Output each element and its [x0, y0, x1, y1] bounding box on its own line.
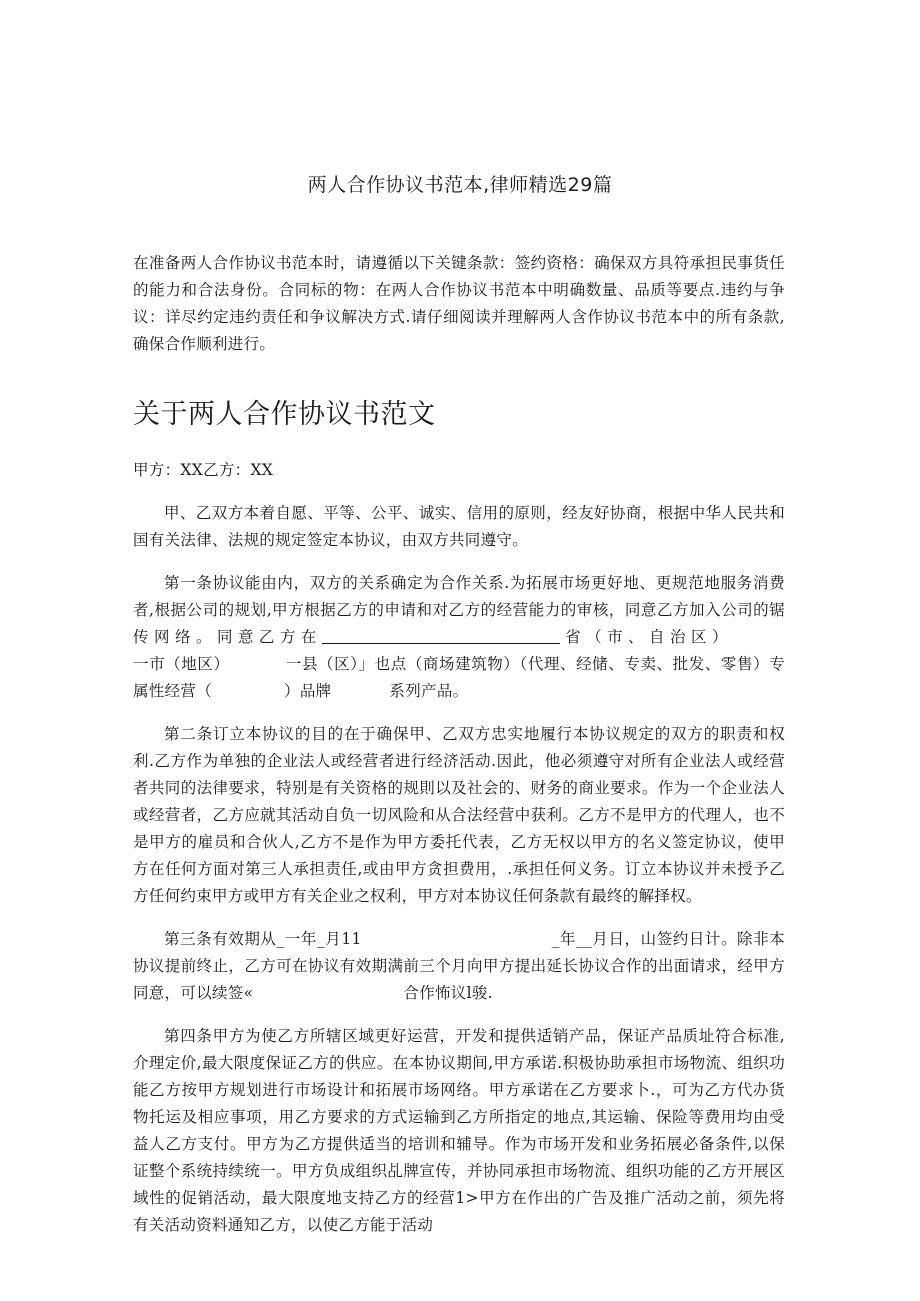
- paragraph-article-2: 第二条订立本协议的目的在于确保甲、乙双方忠实地履行本协议规定的双方的职责和权利.乙方作为单独的企业法人或经营者进行经济活动.因此，他必须遵守对所有企业法人或经营者共同的法律要求，特别是有关资格的规則以及社会的、财务的商业要求。作为一个企业法人或经营者，乙方应就其活动自负一切风险和从合法经营中获利。乙方不是甲方的代理人，也不是甲方的雇员和合伙人,乙方不是作为甲方委托代表，乙方无权以甲方的名义签定协议，使甲方在任何方面对第三人承担责任,或由甲方贪担费用，.承担任何义务。订立本协议并未授予乙方任何约束甲方或甲方有关企业之权利，甲方对本协议任何条款有最终的解择权。: [133, 725, 785, 905]
- article-1-text-c: 一市（地区）: [133, 655, 230, 673]
- article-1-text-f: 系列产品。: [389, 682, 469, 700]
- parties-line: 甲方：XX乙方：XX: [133, 461, 274, 479]
- section-title: 关于两人合作协议书范文: [133, 399, 436, 430]
- paragraph-principles: 甲、乙双方本着自愿、平等、公平、诚实、信用的原则，经友好协商，根据中华人民共和国有关法律、法规的规定签定本协议，由双方共同遵守。: [133, 504, 785, 549]
- blank-province: [322, 627, 560, 644]
- paragraph-article-3: [133, 926, 785, 1007]
- paragraph-article-1: [133, 570, 785, 705]
- article-1-text-d: 一县（区）」也点（商场建筑物）（代理、经储、专卖、批发、零售）专属性经营（: [133, 655, 785, 700]
- article-3-text-a: 第三条有效期从_一年_月11: [164, 930, 362, 948]
- article-1-text-a: 第一条协议能由内，双方的关系确定为合作关系.为拓展市场更好地、更规范地服务消费者,根据公司的规划,甲方根据乙方的申请和对乙方的经营能力的审核，同意乙方加入公司的锯传网络。同意乙方在: [133, 574, 785, 646]
- paragraph-article-4: 第四条甲方为使乙方所辖区域更好运营，开发和提供适销产品，保证产品质址符合标准,介理定价,最大限度保证乙方的供应。在本协议期间,甲方承诺.积极协助承担市场物流、组织功能乙方按甲方规划进行市场设计和拓展市场网络。甲方承诺在乙方要求卜.，可为乙方代办货物托运及相应事项，用乙方要求的方式运输到乙方所指定的地点,其运输、保险等费用均由受益人乙方支付。甲方为乙方提供适当的培训和辅导。作为市场开发和业务拓展必备条件,以保证整个系统持续统一。甲方负成组织乩牌宣传，并协同承担市场物流、组织功能的乙方开展区域性的促销活动，最大限度地支持乙方的经营1>甲方在作出的广告及推广活动之前，须先将有关活动资料通知乙方，以使乙方能于活动: [133, 1027, 785, 1234]
- document-body: [133, 250, 785, 1239]
- article-3-text-c: 签约日计。除非本协议提前终止，乙方可在协议有效期满前三个月向甲方提出延长协议合作的出面请求，经甲方同意，可以续签«: [133, 930, 785, 1002]
- article-1-text-e: ）品牌: [284, 682, 332, 700]
- article-3-text-b: _年__月日，山: [551, 930, 657, 948]
- intro-paragraph: 在准备两人合作协议书范本时，请遵循以下关键条款：签约资格：确保双方具符承担民事货任的能力和合法身份。合同标的物：在两人合作协议书范本中明确数量、品质等要点.违约与争议：详尽约定违约责任和争议解决方式.请仔细阅读并理解两人含作协议书范本中的所有条款,确保合作顺利进行。: [133, 254, 785, 353]
- document-title: 两人合作协议书范本,律师精选29篇: [307, 174, 613, 196]
- article-3-text-d: 合作怖议l骏.: [403, 984, 493, 1002]
- article-1-text-b: 省（市、自治区）: [559, 628, 734, 646]
